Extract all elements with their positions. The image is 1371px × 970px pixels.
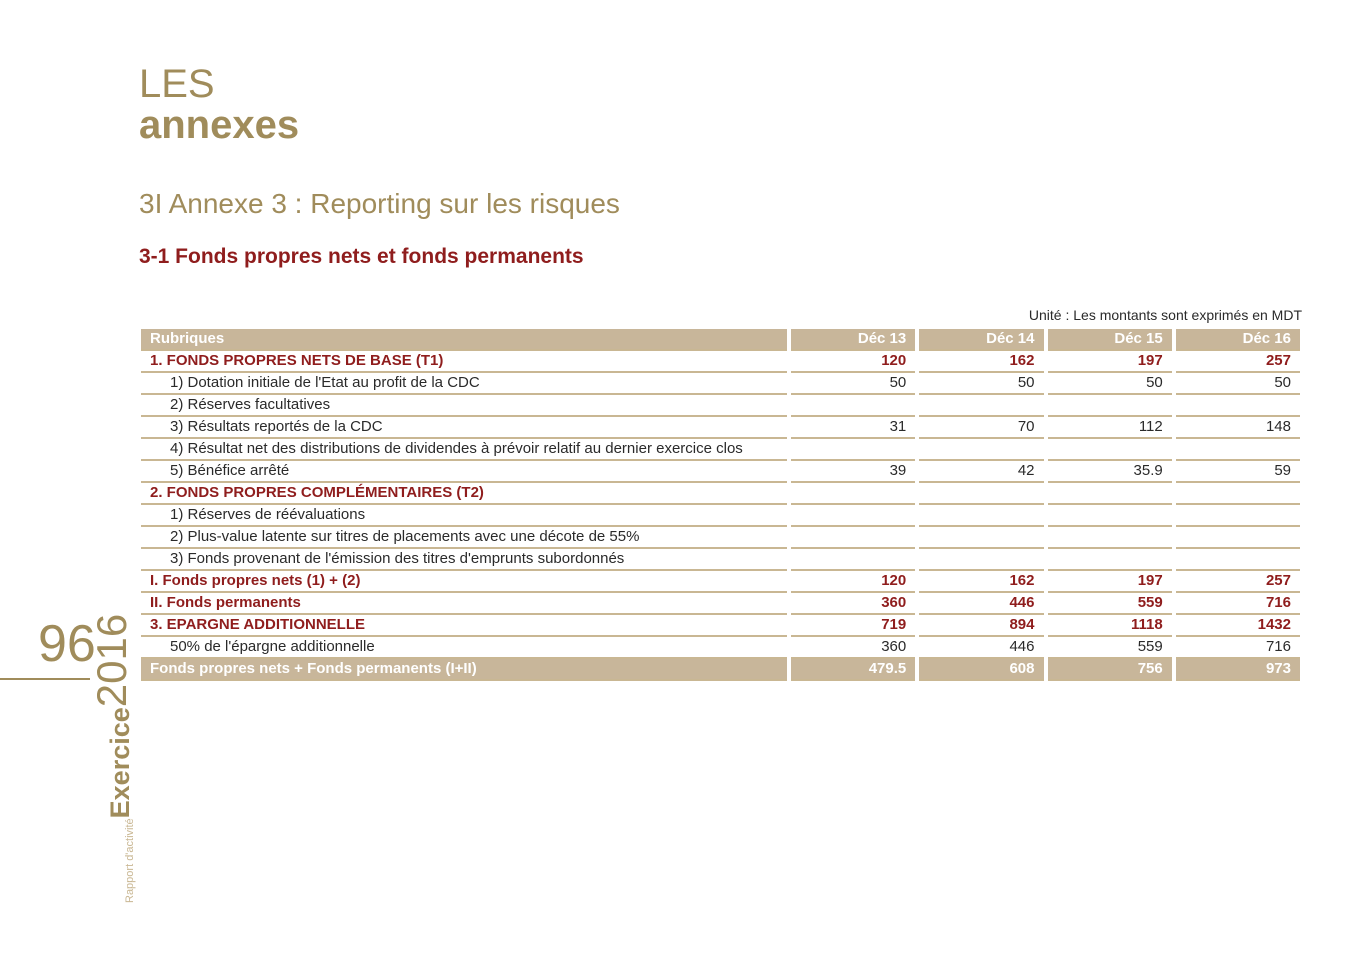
table-header-row <box>141 329 1300 351</box>
row-value-dec13: 31 <box>791 417 915 439</box>
row-value-dec15 <box>1048 439 1172 461</box>
risk-table <box>137 329 1304 681</box>
header-les: LES <box>139 62 215 106</box>
row-value-dec14: 42 <box>919 461 1043 483</box>
table-row <box>141 615 1300 637</box>
table-row <box>141 395 1300 417</box>
row-value-dec14: 162 <box>919 571 1043 593</box>
row-value-dec15: 1118 <box>1048 615 1172 637</box>
row-value-dec13: 360 <box>791 593 915 615</box>
side-rapport-label: Rapport d'activité <box>124 818 136 903</box>
row-value-dec14: 50 <box>919 373 1043 395</box>
row-value-dec14: 70 <box>919 417 1043 439</box>
table-total-row <box>141 659 1300 681</box>
page-number-rule <box>0 678 90 680</box>
row-value-dec16: 59 <box>1176 461 1300 483</box>
subsection-title: 3-1 Fonds propres nets et fonds permanents <box>139 245 584 268</box>
row-value-dec15: 112 <box>1048 417 1172 439</box>
row-value-dec15 <box>1048 505 1172 527</box>
row-label: 50% de l'épargne additionnelle <box>141 637 787 659</box>
row-value-dec13 <box>791 395 915 417</box>
row-value-dec13 <box>791 483 915 505</box>
row-value-dec16: 257 <box>1176 351 1300 373</box>
row-value-dec16: 973 <box>1176 659 1300 681</box>
row-label: 2) Réserves facultatives <box>141 395 787 417</box>
row-value-dec14: 446 <box>919 637 1043 659</box>
table-row <box>141 571 1300 593</box>
row-value-dec13 <box>791 505 915 527</box>
row-label: 5) Bénéfice arrêté <box>141 461 787 483</box>
unit-note: Unité : Les montants sont exprimés en MDT <box>1028 307 1302 323</box>
row-label: 4) Résultat net des distributions de dividendes à prévoir relatif au dernier exercice clos <box>141 439 787 461</box>
row-value-dec15: 197 <box>1048 571 1172 593</box>
side-report-mark <box>88 614 136 903</box>
header-cell-dec16: Déc 16 <box>1176 329 1300 351</box>
header-annexes: annexes <box>139 103 300 147</box>
table-row <box>141 549 1300 571</box>
row-value-dec14: 446 <box>919 593 1043 615</box>
row-value-dec14 <box>919 483 1043 505</box>
row-value-dec16 <box>1176 527 1300 549</box>
row-value-dec16 <box>1176 549 1300 571</box>
row-label: 3) Fonds provenant de l'émission des titres d'emprunts subordonnés <box>141 549 787 571</box>
table-row <box>141 439 1300 461</box>
row-value-dec16: 716 <box>1176 593 1300 615</box>
row-value-dec13: 719 <box>791 615 915 637</box>
row-value-dec15 <box>1048 395 1172 417</box>
row-value-dec14 <box>919 439 1043 461</box>
row-value-dec15: 50 <box>1048 373 1172 395</box>
header-cell-dec14: Déc 14 <box>919 329 1043 351</box>
row-value-dec16: 148 <box>1176 417 1300 439</box>
row-label: 3. EPARGNE ADDITIONNELLE <box>141 615 787 637</box>
row-value-dec15 <box>1048 483 1172 505</box>
row-value-dec16 <box>1176 395 1300 417</box>
row-label: 1) Dotation initiale de l'Etat au profit de la CDC <box>141 373 787 395</box>
table-row <box>141 461 1300 483</box>
row-value-dec15: 35.9 <box>1048 461 1172 483</box>
row-value-dec15: 756 <box>1048 659 1172 681</box>
row-value-dec13 <box>791 549 915 571</box>
row-value-dec15 <box>1048 549 1172 571</box>
row-value-dec16 <box>1176 505 1300 527</box>
row-value-dec13: 50 <box>791 373 915 395</box>
row-value-dec14 <box>919 395 1043 417</box>
row-value-dec14 <box>919 505 1043 527</box>
row-value-dec16: 50 <box>1176 373 1300 395</box>
row-label: II. Fonds permanents <box>141 593 787 615</box>
row-value-dec14: 894 <box>919 615 1043 637</box>
table-row <box>141 483 1300 505</box>
side-year-label: 2016 <box>88 613 135 708</box>
row-value-dec14: 608 <box>919 659 1043 681</box>
row-label: 2) Plus-value latente sur titres de placements avec une décote de 55% <box>141 527 787 549</box>
row-value-dec13: 120 <box>791 571 915 593</box>
section-title: 3I Annexe 3 : Reporting sur les risques <box>139 188 620 219</box>
row-label: 2. FONDS PROPRES COMPLÉMENTAIRES (T2) <box>141 483 787 505</box>
row-value-dec13: 360 <box>791 637 915 659</box>
row-value-dec15: 197 <box>1048 351 1172 373</box>
row-value-dec14 <box>919 549 1043 571</box>
row-value-dec13: 479.5 <box>791 659 915 681</box>
table-row <box>141 351 1300 373</box>
table-row <box>141 637 1300 659</box>
header-cell-rubriques: Rubriques <box>141 329 787 351</box>
table-row <box>141 593 1300 615</box>
row-label: 3) Résultats reportés de la CDC <box>141 417 787 439</box>
side-exercice-label: Exercice <box>105 707 135 819</box>
table-row <box>141 417 1300 439</box>
row-value-dec15: 559 <box>1048 593 1172 615</box>
row-value-dec13 <box>791 527 915 549</box>
row-value-dec16 <box>1176 483 1300 505</box>
row-value-dec14: 162 <box>919 351 1043 373</box>
row-value-dec15 <box>1048 527 1172 549</box>
row-value-dec16 <box>1176 439 1300 461</box>
row-label: 1. FONDS PROPRES NETS DE BASE (T1) <box>141 351 787 373</box>
page-number: 96 <box>38 615 96 673</box>
row-value-dec16: 716 <box>1176 637 1300 659</box>
row-value-dec16: 1432 <box>1176 615 1300 637</box>
row-label: 1) Réserves de réévaluations <box>141 505 787 527</box>
row-label: I. Fonds propres nets (1) + (2) <box>141 571 787 593</box>
header-cell-dec15: Déc 15 <box>1048 329 1172 351</box>
table-row <box>141 373 1300 395</box>
header-cell-dec13: Déc 13 <box>791 329 915 351</box>
row-label: Fonds propres nets + Fonds permanents (I+II) <box>141 659 787 681</box>
row-value-dec13: 39 <box>791 461 915 483</box>
row-value-dec16: 257 <box>1176 571 1300 593</box>
table-row <box>141 505 1300 527</box>
row-value-dec13: 120 <box>791 351 915 373</box>
row-value-dec14 <box>919 527 1043 549</box>
table-row <box>141 527 1300 549</box>
row-value-dec13 <box>791 439 915 461</box>
row-value-dec15: 559 <box>1048 637 1172 659</box>
